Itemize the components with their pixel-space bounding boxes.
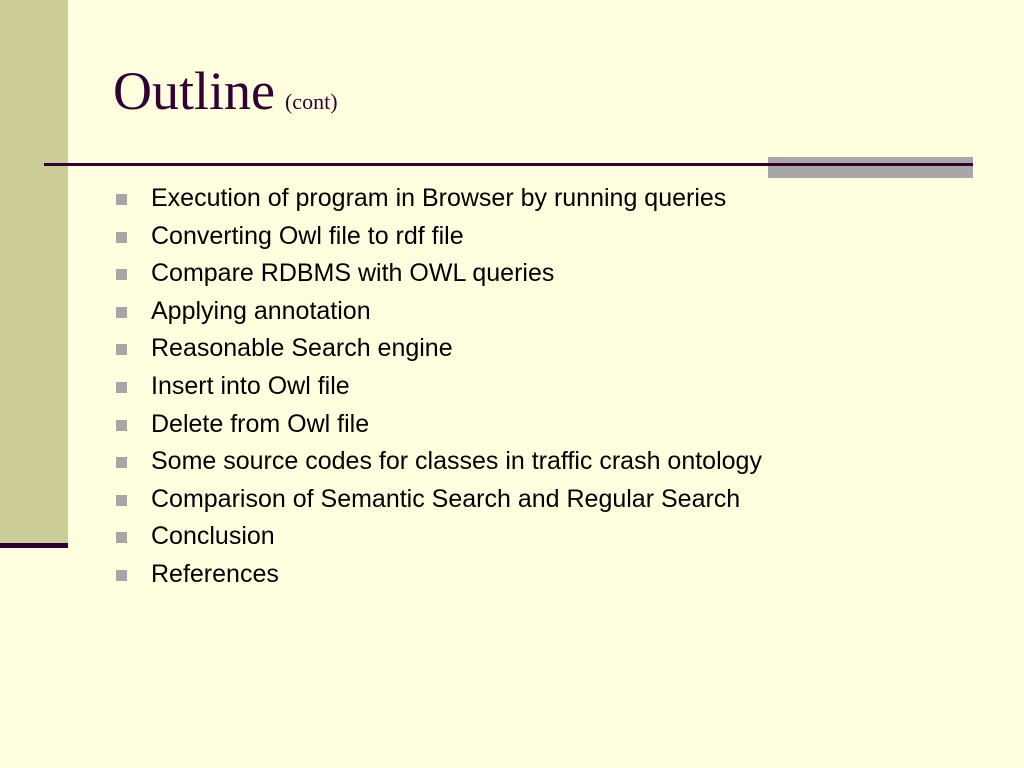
bullet-item [113, 293, 762, 331]
title-rule-accent-bottom [768, 166, 973, 178]
square-bullet-icon [116, 457, 127, 468]
bullet-item [113, 406, 762, 444]
square-bullet-icon [116, 382, 127, 393]
bullet-text: Comparison of Semantic Search and Regular Search [151, 484, 741, 513]
bullet-text: Converting Owl file to rdf file [151, 221, 464, 250]
bullet-item [113, 255, 762, 293]
bullet-text: Reasonable Search engine [151, 334, 453, 363]
square-bullet-icon [116, 232, 127, 243]
bullet-item [113, 368, 762, 406]
square-bullet-icon [116, 344, 127, 355]
bullet-text: Compare RDBMS with OWL queries [151, 259, 555, 288]
bullet-item [113, 330, 762, 368]
bullet-text: Some source codes for classes in traffic crash ontology [151, 447, 762, 476]
square-bullet-icon [116, 570, 127, 581]
square-bullet-icon [116, 307, 127, 318]
bullet-text: Delete from Owl file [151, 409, 370, 438]
bullet-item [113, 443, 762, 481]
bullet-item [113, 180, 762, 218]
slide-title-suffix: (cont) [284, 89, 338, 114]
bullet-text: Insert into Owl file [151, 371, 350, 400]
bullet-text: Execution of program in Browser by running queries [151, 184, 727, 212]
slide-title-main: Outline [113, 61, 275, 121]
square-bullet-icon [116, 420, 127, 431]
bullet-item [113, 481, 762, 519]
square-bullet-icon [116, 495, 127, 506]
slide-title [113, 61, 338, 121]
bullet-text: Conclusion [151, 522, 275, 551]
bullet-item [113, 218, 762, 256]
bullet-item [113, 518, 762, 556]
square-bullet-icon [116, 194, 127, 205]
bullet-list [113, 180, 762, 594]
bullet-item [113, 556, 762, 594]
bullet-text: References [151, 559, 279, 588]
square-bullet-icon [116, 269, 127, 280]
left-bar-accent-line [0, 543, 68, 548]
bullet-text: Applying annotation [151, 296, 371, 325]
square-bullet-icon [116, 532, 127, 543]
left-decorative-bar [0, 0, 68, 545]
